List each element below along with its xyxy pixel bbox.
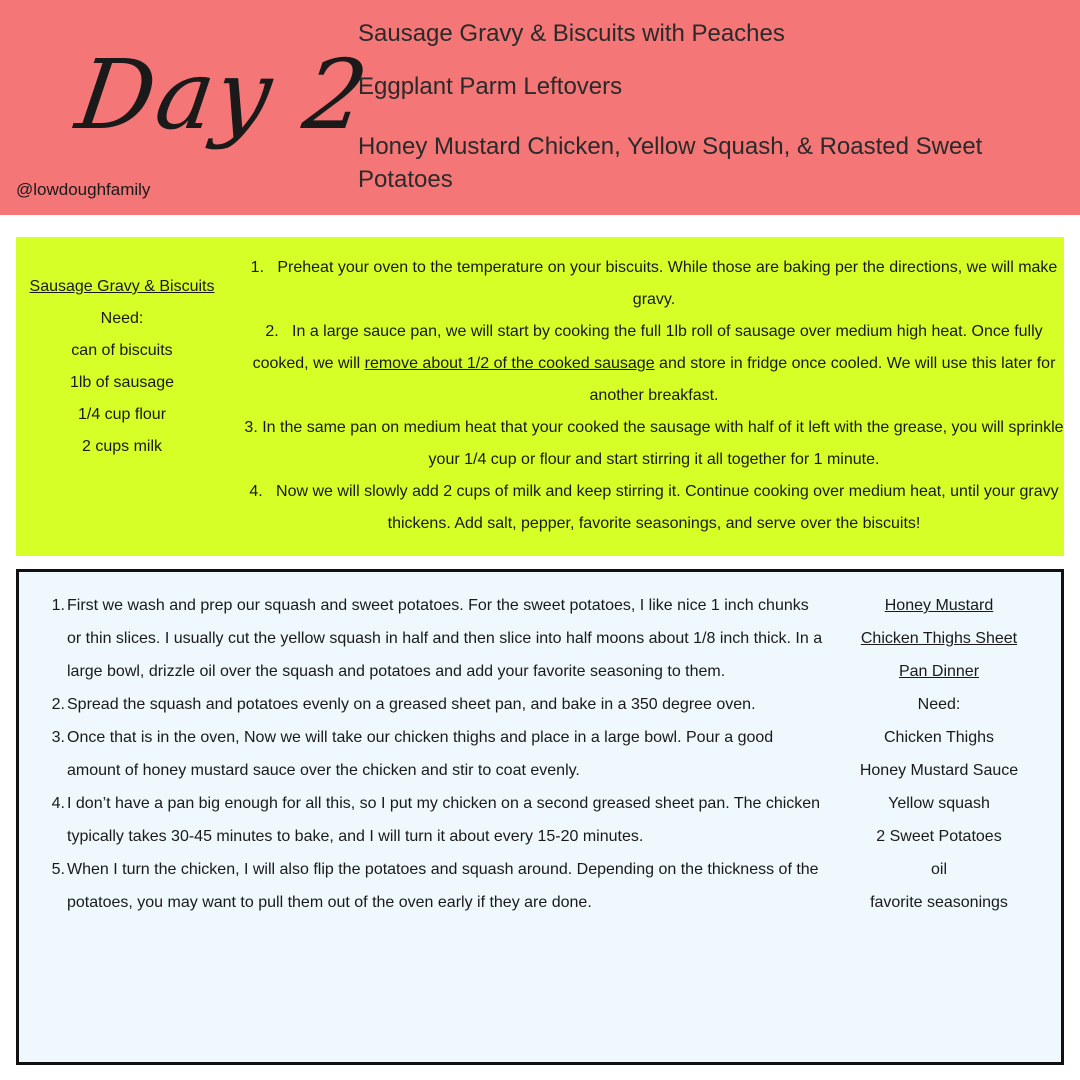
step-text: and store in fridge once cooled. We will use this later for another breakfast. bbox=[589, 355, 1056, 404]
breakfast-ingredients bbox=[16, 271, 228, 463]
need-label: Need: bbox=[100, 310, 144, 327]
dinner-recipe-title-line: Pan Dinner bbox=[898, 663, 980, 680]
ingredient-item: Yellow squash bbox=[888, 795, 990, 812]
ingredient-item: oil bbox=[930, 861, 947, 878]
ingredient-item: Chicken Thighs bbox=[884, 729, 994, 746]
breakfast-step bbox=[244, 412, 1064, 476]
ingredient-item: can of biscuits bbox=[71, 342, 173, 359]
step-number: 3. bbox=[51, 729, 65, 746]
breakfast-steps bbox=[244, 252, 1064, 540]
ingredient-item: 2 Sweet Potatoes bbox=[876, 828, 1002, 845]
step-number: 1. bbox=[250, 259, 265, 276]
step-text: First we wash and prep our squash and sweet potatoes. For the sweet potatoes, I like nice 1 inch chunks or thin slices. I usually cut the yellow squash in half and then slice into half moons about 1/8 inch thick. In a large bowl, drizzle oil over the squash and potatoes and add your favorite seasoning to them. bbox=[67, 597, 823, 680]
step-number: 2. bbox=[265, 323, 279, 340]
step-text: Now we will slowly add 2 cups of milk and keep stirring it. Continue cooking over medium heat, until your gravy thickens. Add salt, pepper, favorite seasonings, and serve over the biscuits! bbox=[276, 483, 1059, 532]
need-label: Need: bbox=[917, 696, 961, 713]
breakfast-recipe-panel bbox=[16, 237, 1064, 556]
step-text-underlined: remove about 1/2 of the cooked sausage bbox=[364, 355, 655, 372]
step-number: 3. bbox=[244, 419, 258, 436]
dinner-step bbox=[43, 589, 823, 688]
meal-breakfast: Sausage Gravy & Biscuits with Peaches bbox=[358, 20, 785, 47]
dinner-recipe-title-line: Chicken Thighs Sheet bbox=[860, 630, 1018, 647]
dinner-recipe-panel bbox=[16, 569, 1064, 1065]
meal-dinner: Honey Mustard Chicken, Yellow Squash, & Roasted Sweet Potatoes bbox=[358, 133, 983, 193]
step-number: 5. bbox=[51, 861, 65, 878]
dinner-steps bbox=[43, 589, 823, 919]
dinner-ingredients bbox=[839, 589, 1039, 919]
meal-lunch: Eggplant Parm Leftovers bbox=[358, 73, 623, 100]
step-text: Once that is in the oven, Now we will take our chicken thighs and place in a large bowl. Pour a good amount of honey mustard sauce over the chicken and stir to coat evenly. bbox=[67, 729, 774, 779]
ingredient-item: Honey Mustard Sauce bbox=[859, 762, 1019, 779]
step-number: 2. bbox=[51, 696, 65, 713]
step-text: I don’t have a pan big enough for all this, so I put my chicken on a second greased sheet pan. The chicken typically takes 30-45 minutes to bake, and I will turn it about every 15-20 minutes. bbox=[67, 795, 821, 845]
dinner-recipe-title-line: Honey Mustard bbox=[884, 597, 994, 614]
header-banner bbox=[0, 0, 1080, 215]
step-text: Preheat your oven to the temperature on your biscuits. While those are baking per the directions, we will make gravy. bbox=[277, 259, 1058, 308]
step-text: In a large sauce pan, we will start by cooking the full 1lb roll of sausage over medium high heat. Once fully cooked, we will bbox=[252, 323, 1043, 372]
breakfast-recipe-title: Sausage Gravy & Biscuits bbox=[29, 278, 215, 295]
breakfast-step bbox=[244, 316, 1064, 412]
dinner-step bbox=[43, 688, 823, 721]
step-text: Spread the squash and potatoes evenly on a greased sheet pan, and bake in a 350 degree oven. bbox=[67, 696, 756, 713]
breakfast-step bbox=[244, 476, 1064, 540]
step-text: When I turn the chicken, I will also flip the potatoes and squash around. Depending on the thickness of the potatoes, you may want to pull them out of the oven early if they are done. bbox=[67, 861, 819, 911]
social-handle: @lowdoughfamily bbox=[16, 180, 151, 199]
breakfast-step bbox=[244, 252, 1064, 316]
ingredient-item: 2 cups milk bbox=[81, 438, 163, 455]
dinner-step bbox=[43, 787, 823, 853]
step-number: 4. bbox=[249, 483, 263, 500]
ingredient-item: favorite seasonings bbox=[870, 894, 1008, 911]
step-number: 4. bbox=[51, 795, 65, 812]
ingredient-item: 1lb of sausage bbox=[69, 374, 175, 391]
ingredient-item: 1/4 cup flour bbox=[77, 406, 167, 423]
day-title: Day 2 bbox=[70, 39, 376, 151]
dinner-step bbox=[43, 721, 823, 787]
step-text: In the same pan on medium heat that your cooked the sausage with half of it left with the grease, you will sprinkle your 1/4 cup or flour and start stirring it all together for 1 minute. bbox=[262, 419, 1064, 468]
dinner-step bbox=[43, 853, 823, 919]
step-number: 1. bbox=[51, 597, 65, 614]
